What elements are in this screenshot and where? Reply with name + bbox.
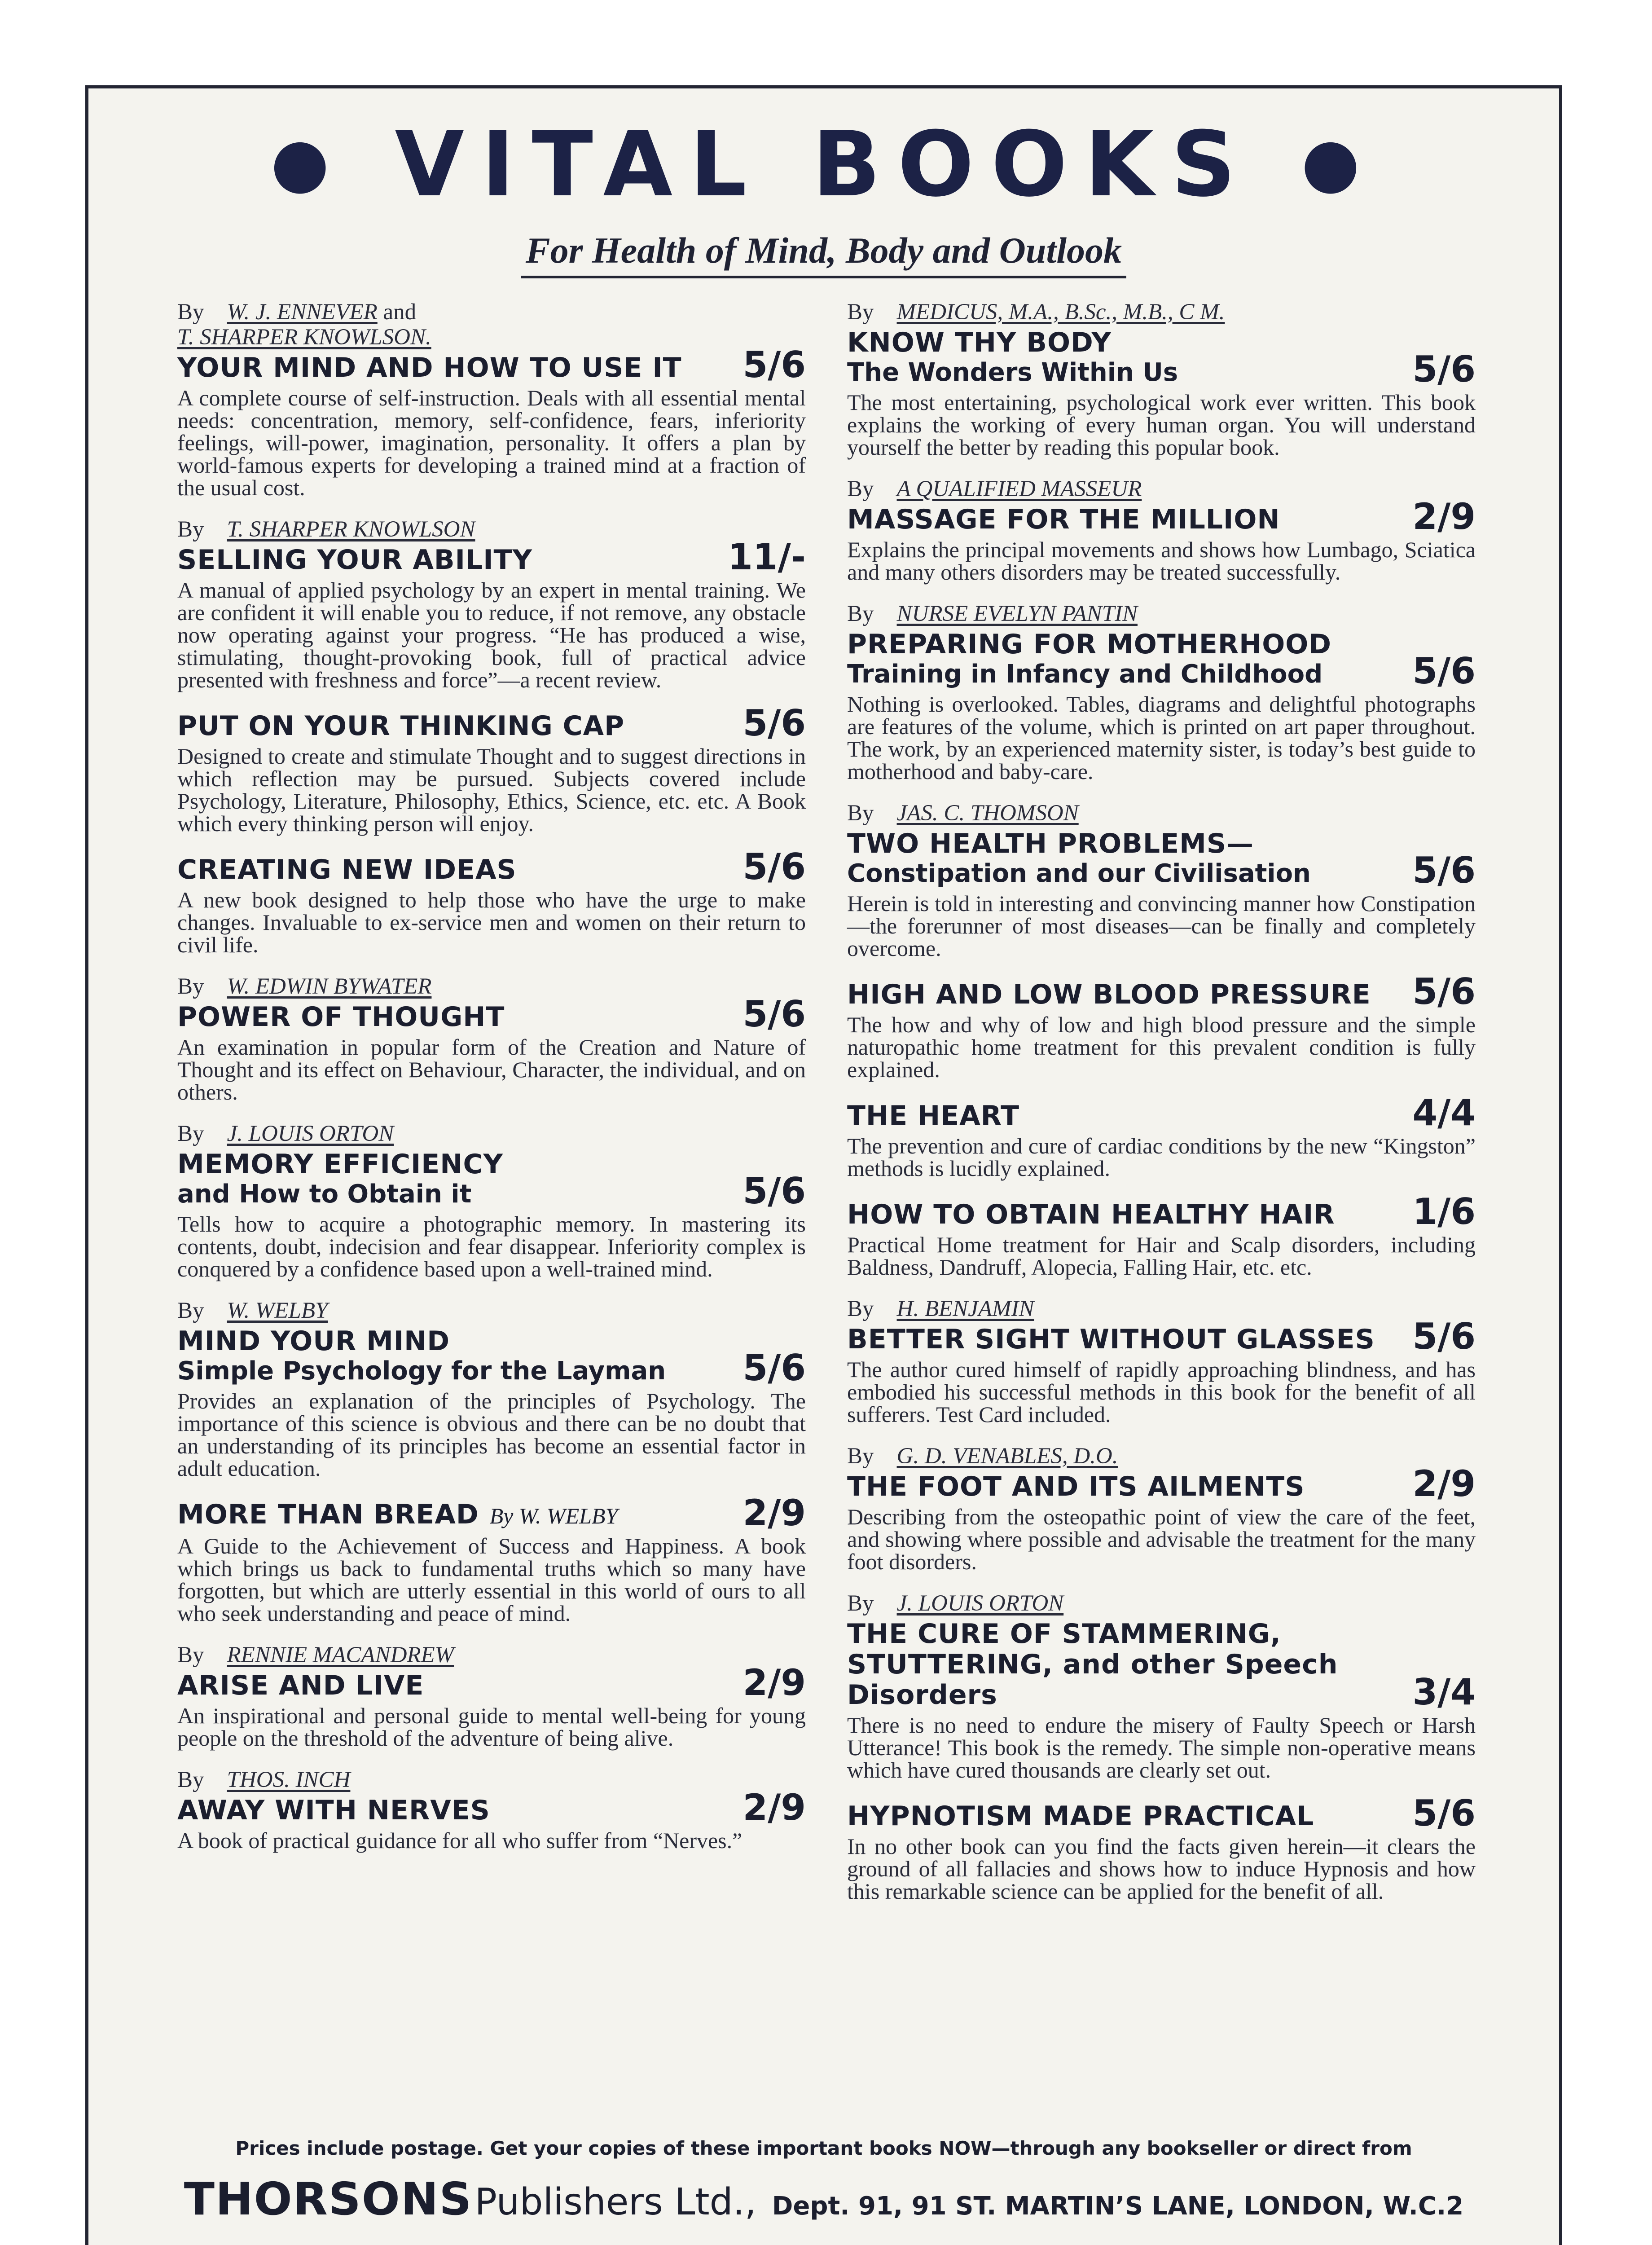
author-line [177,1121,806,1146]
author-name: G. D. VENABLES, D.O. [896,1444,1118,1469]
by-prefix: By [177,1298,204,1323]
book-title-text: MASSAGE FOR THE MILLION [847,504,1280,535]
book-description: Explains the principal movements and shows how Lumbago, Sciatica and many others disorders may be treated successfully. [847,537,1476,585]
author-name: A QUALIFIED MASSEUR [896,476,1142,502]
book-title [847,1471,1395,1502]
book-description: The how and why of low and high blood pressure and the simple naturopathic home treatment for this prevalent condition is fully explained. [847,1012,1476,1082]
book-entry [847,1296,1476,1426]
book-title-text: BETTER SIGHT WITHOUT GLASSES [847,1324,1375,1355]
publisher-suffix: Publishers Ltd., [475,2181,756,2223]
book-description: A complete course of self-instruction. Deals with all essential mental needs: concentration, memory, self-confidence, fears, inferiority feelings, will-power, imagination, personality. It offers a plan by world-famous experts for developing a trained mind at a fraction of the usual cost. [177,385,806,500]
book-heading [177,702,806,744]
book-entry [177,702,806,836]
book-price: 11/- [728,536,806,578]
book-entry [847,1444,1476,1573]
book-price: 5/6 [1412,1792,1476,1834]
by-prefix: By [847,601,874,626]
book-heading [847,828,1476,889]
author-line [177,517,806,542]
book-price: 5/6 [743,846,806,888]
page-subtitle: For Health of Mind, Body and Outlook [521,229,1126,278]
book-title [847,629,1395,660]
book-heading [847,496,1476,537]
book-entry [177,1642,806,1749]
book-title [847,1324,1395,1355]
author-line [847,601,1476,626]
book-title [177,1002,725,1032]
by-prefix: By [847,1591,874,1616]
book-title [847,1619,1395,1710]
footer-postage-note: Prices include postage. Get your copies of these important books NOW—through any bookseller or direct from [235,2137,1412,2159]
author-name: RENNIE MACANDREW [227,1642,454,1668]
book-title-text: THE HEART [847,1100,1020,1131]
footer-publisher-line [88,2175,1559,2237]
book-description: There is no need to endure the misery of Faulty Speech or Harsh Utterance! This book is the remedy. The simple non-operative means which have cured thousands are clearly set out. [847,1712,1476,1783]
book-description: A Guide to the Achievement of Success and Happiness. A book which brings us back to fundamental truths which so many have forgotten, but which are utterly essential in this world of ours to all who seek understanding and peace of mind. [177,1533,806,1626]
book-title [177,711,725,741]
book-entry [847,1591,1476,1781]
by-prefix: By [177,299,204,325]
book-title-text: THE FOOT AND ITS AILMENTS [847,1471,1305,1502]
book-price: 5/6 [1412,348,1476,390]
book-entry [847,971,1476,1082]
book-entry [177,974,806,1103]
book-price: 5/6 [1412,850,1476,891]
book-title-text: MORE THAN BREAD [177,1499,479,1530]
book-description: The prevention and cure of cardiac conditions by the new “Kingston” methods is lucidly explained. [847,1133,1476,1181]
author-line [177,299,806,350]
book-heading [847,1316,1476,1357]
by-prefix: By [177,1642,204,1668]
publisher-name: THORSONS [184,2173,473,2225]
right-column [847,299,1476,1920]
book-title-text: TWO HEALTH PROBLEMS— [847,828,1254,859]
author-line [847,1591,1476,1616]
book-heading [177,993,806,1035]
author-line [847,299,1476,325]
book-title [177,352,725,383]
book-title [177,854,725,885]
book-title-text: HIGH AND LOW BLOOD PRESSURE [847,979,1371,1010]
book-price: 5/6 [1412,650,1476,692]
bullet-dot-icon: ● [1301,123,1377,202]
book-description: An examination in popular form of the Creation and Nature of Thought and its effect on Behaviour, Character, the individual, and on others. [177,1034,806,1105]
book-heading [177,846,806,888]
book-title-text: YOUR MIND AND HOW TO USE IT [177,352,682,383]
book-description: Tells how to acquire a photographic memory. In mastering its contents, doubt, indecision and fear disappear. Inferiority complex is conquered by a confidence based upon a well-trained mind. [177,1211,806,1281]
book-title [847,828,1395,859]
by-prefix: By [847,476,874,502]
book-entry [177,1492,806,1626]
author-joiner: and [383,299,417,325]
by-prefix: By [177,974,204,999]
book-title-text: CREATING NEW IDEAS [177,854,517,885]
advertisement-page [85,85,1562,2245]
book-description: The author cured himself of rapidly approaching blindness, and has embodied his successful methods in this book for the benefit of all sufferers. Test Card included. [847,1357,1476,1427]
book-entry [177,1298,806,1479]
by-prefix: By [177,517,204,542]
book-heading [177,1662,806,1704]
book-price: 2/9 [1412,1463,1476,1505]
book-heading [847,1092,1476,1134]
author-line [177,1298,806,1323]
author-name: T. SHARPER KNOWLSON. [177,325,431,350]
book-entry [847,1191,1476,1280]
book-price: 2/9 [1412,496,1476,537]
book-heading [847,1618,1476,1713]
by-prefix: By [847,1444,874,1469]
book-title [177,1499,725,1531]
left-column [177,299,806,1870]
book-title-text: PREPARING FOR MOTHERHOOD [847,629,1332,660]
book-title [847,327,1395,358]
page-title [88,112,1559,220]
book-title [177,1670,725,1701]
footer [88,2136,1559,2245]
book-description: Practical Home treatment for Hair and Scalp disorders, including Baldness, Dandruff, Alopecia, Falling Hair, etc. etc. [847,1232,1476,1280]
book-description: Designed to create and stimulate Thought and to suggest directions in which reflection may be pursued. Subjects covered include Psychology, Literature, Philosophy, Ethics, Science, etc. etc. A Book which every thinking person will enjoy. [177,744,806,836]
book-heading [177,1325,806,1389]
book-title [847,1100,1395,1131]
author-line [847,476,1476,502]
by-prefix: By [847,1296,874,1321]
author-name: H. BENJAMIN [896,1296,1034,1321]
book-entry [177,1767,806,1852]
inline-author: By W. WELBY [489,1503,618,1528]
book-entry [847,1092,1476,1181]
book-entry [847,601,1476,783]
book-entry [847,801,1476,960]
book-price: 3/4 [1412,1671,1476,1713]
book-title [847,1199,1395,1230]
by-prefix: By [177,1767,204,1792]
book-title-text: KNOW THY BODY [847,327,1112,358]
book-subtitle: The Wonders Within Us [847,358,1178,387]
book-entry [177,299,806,499]
book-heading [177,1787,806,1828]
bullet-dot-icon: ● [270,123,347,202]
author-line [177,974,806,999]
book-price: 2/9 [743,1492,806,1534]
book-description: A new book designed to help those who have the urge to make changes. Invaluable to ex-service men and women on their return to civil life. [177,887,806,957]
author-name: W. EDWIN BYWATER [227,974,432,999]
book-price: 4/4 [1412,1092,1476,1134]
book-entry [177,517,806,691]
book-title-text: THE CURE OF STAMMERING, STUTTERING, and other Speech Disorders [847,1618,1338,1711]
author-line [177,1767,806,1792]
book-price: 2/9 [743,1787,806,1828]
book-price: 2/9 [743,1662,806,1704]
publisher-address: Dept. 91, 91 ST. MARTIN’S LANE, LONDON, W.C.2 [772,2192,1464,2221]
book-title-text: MEMORY EFFICIENCY [177,1149,503,1180]
book-heading [847,1463,1476,1505]
book-price: 5/6 [743,1170,806,1212]
author-line [847,1296,1476,1321]
book-entry [847,1792,1476,1904]
author-name: T. SHARPER KNOWLSON [227,517,475,542]
author-name: THOS. INCH [227,1767,351,1792]
book-heading [847,327,1476,390]
by-prefix: By [847,801,874,826]
book-title [177,1795,725,1826]
book-description: Provides an explanation of the principles of Psychology. The importance of this science is obvious and there can be no doubt that an understanding of its principles has become an essential factor in adult education. [177,1388,806,1481]
book-title [177,545,725,575]
book-heading [847,1792,1476,1834]
book-description: The most entertaining, psychological work ever written. This book explains the working of every human organ. You will understand yourself the better by reading this popular book. [847,390,1476,460]
book-price: 5/6 [743,993,806,1035]
book-heading [177,1149,806,1212]
header [88,112,1559,278]
book-description: Describing from the osteopathic point of view the care of the feet, and showing where possible and advisable the treatment for the many foot disorders. [847,1504,1476,1574]
book-heading [177,536,806,578]
book-title [847,1801,1395,1831]
book-description: An inspirational and personal guide to mental well-being for young people on the threshold of the adventure of being alive. [177,1703,806,1751]
book-title-text: SELLING YOUR ABILITY [177,544,532,576]
title-text: VITAL BOOKS [395,112,1253,217]
author-name: JAS. C. THOMSON [896,801,1079,826]
book-entry [847,476,1476,583]
book-price: 5/6 [1412,1316,1476,1357]
book-entry [177,846,806,957]
book-title-text: MIND YOUR MIND [177,1325,450,1357]
book-heading [847,629,1476,692]
book-title [847,504,1395,535]
book-subtitle: and How to Obtain it [177,1180,472,1209]
book-description: Herein is told in interesting and convincing manner how Constipation—the forerunner of most diseases—can be finally and completely overcome. [847,891,1476,961]
book-description: A manual of applied psychology by an expert in mental training. We are confident it will enable you to reduce, if not remove, any obstacle now operating against your progress. “He has produced a wise, stimulating, thought-provoking book, full of practical advice presented with freshness and force”—a recent review. [177,577,806,692]
book-price: 5/6 [743,702,806,744]
book-price: 5/6 [743,344,806,386]
book-price: 1/6 [1412,1191,1476,1233]
book-title [177,1149,725,1180]
book-heading [177,344,806,386]
book-price: 5/6 [743,1347,806,1389]
author-name: J. LOUIS ORTON [227,1121,394,1146]
book-title [177,1326,725,1356]
book-title-text: ARISE AND LIVE [177,1670,424,1701]
book-title-text: AWAY WITH NERVES [177,1795,490,1826]
author-line [177,1642,806,1668]
author-line [847,1444,1476,1469]
book-title-text: POWER OF THOUGHT [177,1001,505,1033]
by-prefix: By [847,299,874,325]
book-description: A book of practical guidance for all who suffer from “Nerves.” [177,1828,743,1853]
book-entry [847,299,1476,458]
author-name: NURSE EVELYN PANTIN [896,601,1138,626]
book-heading [177,1492,806,1534]
book-heading [847,1191,1476,1233]
book-subtitle: Simple Psychology for the Layman [177,1356,666,1386]
book-title [847,979,1395,1010]
book-price: 5/6 [1412,971,1476,1012]
book-heading [847,971,1476,1012]
book-title-text: HYPNOTISM MADE PRACTICAL [847,1800,1314,1832]
book-title-text: HOW TO OBTAIN HEALTHY HAIR [847,1199,1335,1230]
by-prefix: By [177,1121,204,1146]
author-name: MEDICUS, M.A., B.Sc., M.B., C M. [896,299,1225,325]
author-name: J. LOUIS ORTON [896,1591,1064,1616]
author-line [847,801,1476,826]
author-name: W. J. ENNEVER [227,299,378,325]
book-title-text: PUT ON YOUR THINKING CAP [177,710,625,742]
author-name: W. WELBY [227,1298,328,1323]
book-entry [177,1121,806,1280]
book-subtitle: Training in Infancy and Childhood [847,660,1323,689]
book-description: Nothing is overlooked. Tables, diagrams and delightful photographs are features of the volume, which is printed on art paper throughout. The work, by an experienced maternity sister, is today’s best guide to motherhood and baby-care. [847,691,1476,784]
book-description: In no other book can you find the facts given herein—it clears the ground of all fallacies and shows how to induce Hypnosis and how this remarkable science can be applied for the benefit of all. [847,1834,1476,1904]
book-subtitle: Constipation and our Civilisation [847,859,1311,888]
